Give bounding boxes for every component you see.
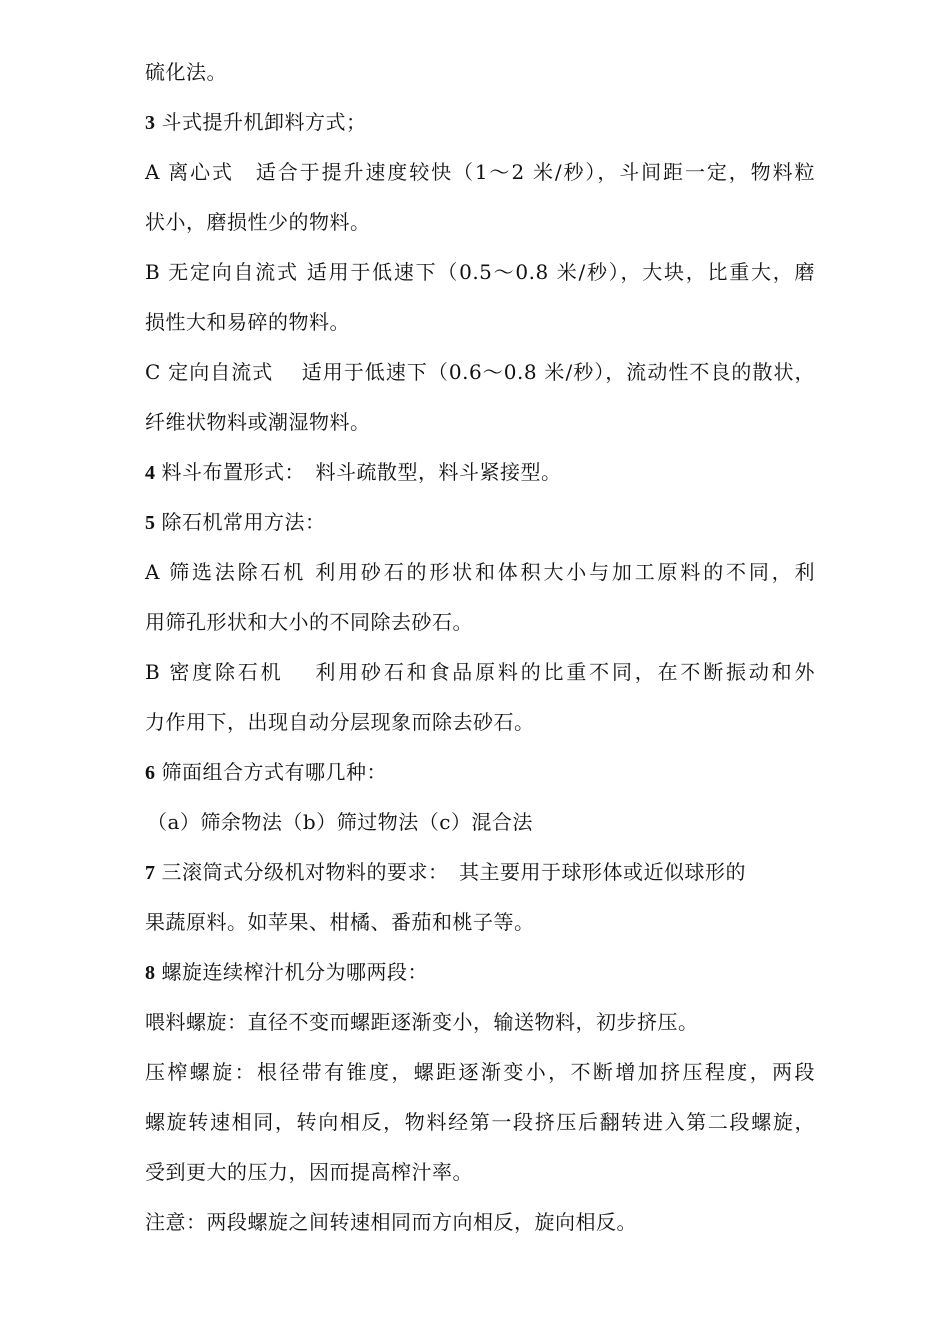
line-text: B 无定向自流式 适用于低速下（0.5～0.8 米/秒），大块，比重大，磨	[145, 260, 815, 284]
heading-number: 4	[145, 462, 156, 484]
heading-6-screen-combination	[145, 760, 815, 785]
line-text: 压榨螺旋：根径带有锥度，螺距逐渐变小，不断增加挤压程度，两段	[145, 1060, 815, 1084]
line-text: 力作用下，出现自动分层现象而除去砂石。	[145, 710, 535, 734]
line-text: B 密度除石机 利用砂石和食品原料的比重不同，在不断振动和外	[145, 660, 815, 684]
text-line-centrifugal-cont	[145, 210, 815, 234]
heading-number: 8	[145, 962, 156, 984]
heading-text: 三滚筒式分级机对物料的要求： 其主要用于球形体或近似球形的	[161, 860, 746, 884]
line-text: 果蔬原料。如苹果、柑橘、番茄和桃子等。	[145, 910, 535, 934]
heading-8-screw-juicer	[145, 960, 815, 985]
line-text: 纤维状物料或潮湿物料。	[145, 410, 371, 434]
heading-text: 筛面组合方式有哪几种：	[161, 760, 387, 784]
heading-4-bucket-layout	[145, 460, 815, 485]
text-line-directional-cont	[145, 410, 815, 434]
text-line-centrifugal	[145, 160, 815, 184]
heading-7-roller-grader	[145, 860, 815, 885]
line-text: （a）筛余物法（b）筛过物法（c）混合法	[147, 810, 533, 834]
heading-text: 料斗布置形式： 料斗疏散型，料斗紧接型。	[161, 460, 562, 484]
text-line-screen-methods	[147, 810, 817, 834]
text-line-feed-screw	[145, 1010, 815, 1034]
text-line-density-destoner-cont	[145, 710, 815, 734]
text-line-screening-destoner-cont	[145, 610, 815, 634]
heading-number: 6	[145, 762, 156, 784]
heading-number: 5	[145, 512, 156, 534]
text-line-density-destoner	[145, 660, 815, 684]
text-line-press-screw	[145, 1060, 815, 1084]
heading-number: 7	[145, 862, 156, 884]
line-text: 状小，磨损性少的物料。	[145, 210, 371, 234]
line-text: 硫化法。	[145, 60, 227, 84]
heading-text: 除石机常用方法：	[161, 510, 326, 534]
text-line-note	[145, 1210, 815, 1234]
heading-text: 斗式提升机卸料方式；	[161, 110, 367, 134]
text-line-roller-grader-cont	[145, 910, 815, 934]
text-line-directional	[145, 360, 815, 384]
line-text: A 离心式 适合于提升速度较快（1～2 米/秒），斗间距一定，物料粒	[145, 160, 815, 184]
text-line-screening-destoner	[145, 560, 815, 584]
heading-text: 螺旋连续榨汁机分为哪两段：	[161, 960, 428, 984]
text-line-nondirectional	[145, 260, 815, 284]
heading-3-discharge-methods	[145, 110, 815, 135]
text-line-press-screw-cont	[145, 1110, 815, 1134]
text-line-sulfurization	[145, 60, 815, 84]
heading-number: 3	[145, 112, 156, 134]
line-text: 螺旋转速相同，转向相反，物料经第一段挤压后翻转进入第二段螺旋，	[145, 1110, 815, 1134]
line-text: 损性大和易碎的物料。	[145, 310, 350, 334]
text-line-nondirectional-cont	[145, 310, 815, 334]
line-text: 注意：两段螺旋之间转速相同而方向相反，旋向相反。	[145, 1210, 637, 1234]
heading-5-destoner-methods	[145, 510, 815, 535]
line-text: C 定向自流式 适用于低速下（0.6～0.8 米/秒），流动性不良的散状，	[145, 360, 815, 384]
line-text: 喂料螺旋：直径不变而螺距逐渐变小，输送物料，初步挤压。	[145, 1010, 699, 1034]
line-text: 受到更大的压力，因而提高榨汁率。	[145, 1160, 473, 1184]
line-text: 用筛孔形状和大小的不同除去砂石。	[145, 610, 473, 634]
line-text: A 筛选法除石机 利用砂石的形状和体积大小与加工原料的不同，利	[145, 560, 815, 584]
text-line-press-screw-end	[145, 1160, 815, 1184]
